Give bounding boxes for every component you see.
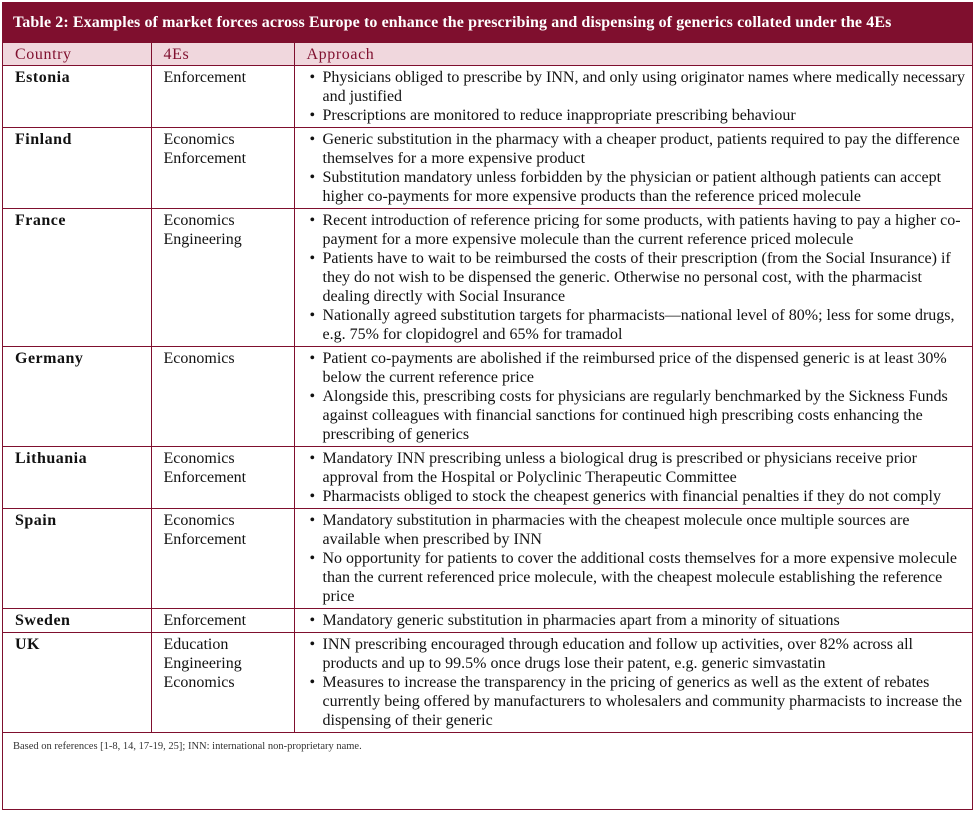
approach-cell: [294, 609, 972, 633]
table-row: [3, 447, 972, 509]
four-es-cell: [151, 447, 294, 509]
four-es-cell: [151, 128, 294, 209]
four-es-cell: [151, 347, 294, 447]
four-es-item: Economics: [163, 674, 235, 691]
approach-item: • Mandatory INN prescribing unless a biological drug is prescribed or physicians receive prior approval from the Hospital or Polyclinic Therapeutic Committee: [307, 449, 969, 487]
approach-list: [307, 635, 969, 730]
four-es-cell: [151, 66, 294, 128]
approach-item: • Generic substitution in the pharmacy with a cheaper product, patients required to pay the difference themselves for a more expensive product: [307, 130, 969, 168]
approach-item: • No opportunity for patients to cover the additional costs themselves for a more expensive molecule than the current referenced price molecule, with the cheapest molecule establishing the reference price: [307, 549, 969, 606]
table-row: [3, 128, 972, 209]
approach-item: • Pharmacists obliged to stock the cheapest generics with financial penalties if they do not comply: [307, 487, 969, 506]
country-cell: Spain: [3, 509, 151, 609]
market-forces-table: [3, 43, 972, 732]
country-cell: Lithuania: [3, 447, 151, 509]
approach-cell: [294, 66, 972, 128]
table-row: [3, 509, 972, 609]
approach-list: [307, 68, 969, 125]
approach-cell: [294, 209, 972, 347]
approach-item: • Physicians obliged to prescribe by INN, and only using originator names where medically necessary and justified: [307, 68, 969, 106]
table-row: [3, 347, 972, 447]
approach-item: • Mandatory generic substitution in pharmacies apart from a minority of situations: [307, 611, 969, 630]
country-cell: Finland: [3, 128, 151, 209]
four-es-item: Economics: [163, 450, 235, 467]
four-es-item: Enforcement: [163, 531, 247, 548]
table-body: [3, 66, 972, 733]
four-es-item: Education: [163, 636, 229, 653]
header-approach: Approach: [294, 43, 972, 66]
approach-item: • Substitution mandatory unless forbidden by the physician or patient although patients can accept higher co-payments for more expensive products than the reference priced molecule: [307, 168, 969, 206]
approach-item: • Patients have to wait to be reimbursed the costs of their prescription (from the Social Insurance) if they do not wish to be dispensed the generic. Otherwise no personal cost, with the pharmacist dealing directly with Social Insurance: [307, 249, 969, 306]
country-cell: UK: [3, 633, 151, 733]
approach-item: • Patient co-payments are abolished if the reimbursed price of the dispensed generic is at least 30% below the current reference price: [307, 349, 969, 387]
four-es-item: Economics: [163, 512, 235, 529]
table-row: [3, 609, 972, 633]
four-es-cell: [151, 509, 294, 609]
country-cell: Estonia: [15, 69, 71, 86]
approach-cell: [294, 128, 972, 209]
four-es-item: Enforcement: [163, 469, 247, 486]
four-es-item: Economics: [163, 212, 235, 229]
table-row: [3, 66, 972, 128]
four-es-item: Enforcement: [163, 150, 247, 167]
approach-item: • Alongside this, prescribing costs for physicians are regularly benchmarked by the Sickness Funds against colleagues with financial sanctions for continued high prescribing costs enhancing the prescribing of generics: [307, 387, 969, 444]
approach-item: • Nationally agreed substitution targets for pharmacists—national level of 80%; less for some drugs, e.g. 75% for clopidogrel and 65% for tramadol: [307, 306, 969, 344]
table-frame: [2, 2, 973, 810]
country-cell: Sweden: [3, 609, 151, 633]
footnote: Based on references [1-8, 14, 17-19, 25]; INN: international non-proprietary name.: [3, 732, 972, 756]
approach-cell: [294, 347, 972, 447]
four-es-item: Engineering: [163, 231, 242, 248]
approach-list: [307, 130, 969, 206]
header-country: Country: [3, 43, 151, 66]
country-cell: France: [3, 209, 151, 347]
table-title: Table 2: Examples of market forces across Europe to enhance the prescribing and dispensing of generics collated under the 4Es: [3, 3, 972, 43]
country-cell: Germany: [3, 347, 151, 447]
approach-list: [307, 611, 969, 630]
approach-item: • Prescriptions are monitored to reduce inappropriate prescribing behaviour: [307, 106, 969, 125]
approach-cell: [294, 447, 972, 509]
four-es-cell: [151, 609, 294, 633]
approach-list: [307, 211, 969, 344]
four-es-item: Economics: [163, 131, 235, 148]
approach-item: • Measures to increase the transparency in the pricing of generics as well as the extent of rebates currently being offered by manufacturers to wholesalers and community pharmacists to increase the dispensing of their generic: [307, 673, 969, 730]
four-es-item: Engineering: [163, 655, 242, 672]
table-row: [3, 633, 972, 733]
four-es-cell: [151, 209, 294, 347]
table-row: [3, 209, 972, 347]
approach-item: • INN prescribing encouraged through education and follow up activities, over 82% across all products and up to 99.5% once drugs lose their patent, e.g. generic simvastatin: [307, 635, 969, 673]
header-row: [3, 43, 972, 66]
approach-list: [307, 511, 969, 606]
approach-list: [307, 349, 969, 444]
four-es-item: Economics: [163, 350, 235, 367]
approach-list: [307, 449, 969, 506]
approach-cell: [294, 633, 972, 733]
approach-cell: [294, 509, 972, 609]
four-es-item: Enforcement: [163, 612, 247, 629]
approach-item: • Mandatory substitution in pharmacies with the cheapest molecule once multiple sources are available when prescribed by INN: [307, 511, 969, 549]
four-es-item: Enforcement: [163, 69, 247, 86]
approach-item: • Recent introduction of reference pricing for some products, with patients having to pay a higher co-payment for a more expensive molecule than the current reference priced molecule: [307, 211, 969, 249]
four-es-cell: [151, 633, 294, 733]
header-4es: 4Es: [151, 43, 294, 66]
